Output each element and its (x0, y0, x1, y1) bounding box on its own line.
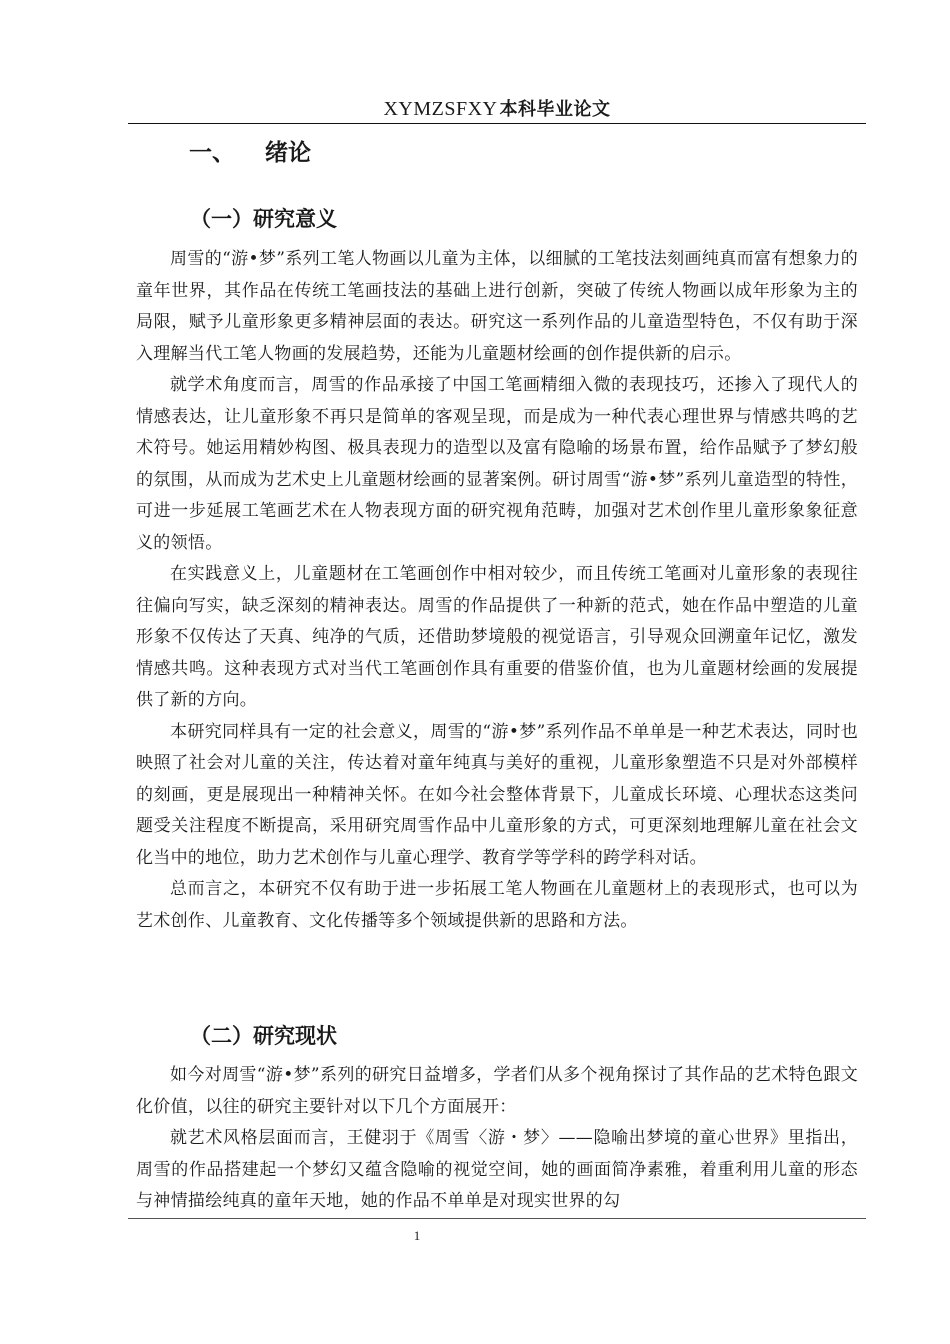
chapter-heading (189, 136, 311, 170)
paragraph: 就艺术风格层面而言，王健羽于《周雪〈游・梦〉——隐喻出梦境的童心世界》里指出，周雪的作品搭建起一个梦幻又蕴含隐喻的视觉空间，她的画面简净素雅，着重利用儿童的形态与神情描绘纯真的童年天地，她的作品不单单是对现实世界的勾 (136, 1128, 858, 1211)
paragraph: 如今对周雪“游•梦”系列的研究日益增多，学者们从多个视角探讨了其作品的艺术特色跟文化价值，以往的研究主要针对以下几个方面展开： (136, 1065, 858, 1117)
paragraph: 总而言之，本研究不仅有助于进一步拓展工笔人物画在儿童题材上的表现形式，也可以为艺术创作、儿童教育、文化传播等多个领域提供新的思路和方法。 (136, 879, 858, 931)
chapter-number: 一、 (189, 140, 235, 166)
chapter-title: 绪论 (265, 140, 311, 166)
header-rule (128, 123, 866, 124)
footer-rule (128, 1218, 866, 1219)
running-header (128, 96, 866, 122)
paragraph: 在实践意义上，儿童题材在工笔画创作中相对较少，而且传统工笔画对儿童形象的表现往往偏向写实，缺乏深刻的精神表达。周雪的作品提供了一种新的范式，她在作品中塑造的儿童形象不仅传达了天真、纯净的气质，还借助梦境般的视觉语言，引导观众回溯童年记忆，激发情感共鸣。这种表现方式对当代工笔画创作具有重要的借鉴价值，也为儿童题材绘画的发展提供了新的方向。 (136, 564, 858, 710)
paragraph: 周雪的“游•梦”系列工笔人物画以儿童为主体，以细腻的工笔技法刻画纯真而富有想象力的童年世界，其作品在传统工笔画技法的基础上进行创新，突破了传统人物画以成年形象为主的局限，赋予儿童形象更多精神层面的表达。研究这一系列作品的儿童造型特色，不仅有助于深入理解当代工笔人物画的发展趋势，还能为儿童题材绘画的创作提供新的启示。 (136, 249, 858, 364)
section-body-status (136, 1060, 858, 1218)
section-body-significance (136, 244, 858, 937)
header-code: XYMZSFXY (383, 98, 498, 120)
paragraph: 就学术角度而言，周雪的作品承接了中国工笔画精细入微的表现技巧，还掺入了现代人的情感表达，让儿童形象不再只是简单的客观呈现，而是成为一种代表心理世界与情感共鸣的艺术符号。她运用精妙构图、极具表现力的造型以及富有隐喻的场景布置，给作品赋予了梦幻般的氛围，从而成为艺术史上儿童题材绘画的显著案例。研讨周雪“游•梦”系列儿童造型的特性，可进一步延展工笔画艺术在人物表现方面的研究视角范畴，加强对艺术创作里儿童形象象征意义的领悟。 (136, 375, 858, 553)
header-title: 本科毕业论文 (499, 99, 611, 120)
section-heading-significance: （一）研究意义 (190, 207, 337, 231)
section-heading-status: （二）研究现状 (190, 1024, 337, 1048)
paragraph: 本研究同样具有一定的社会意义，周雪的“游•梦”系列作品不单单是一种艺术表达，同时也映照了社会对儿童的关注，传达着对童年纯真与美好的重视，儿童形象塑造不只是对外部模样的刻画，更是展现出一种精神关怀。在如今社会整体背景下，儿童成长环境、心理状态这类问题受关注程度不断提高，采用研究周雪作品中儿童形象的方式，可更深刻地理解儿童在社会文化当中的地位，助力艺术创作与儿童心理学、教育学等学科的跨学科对话。 (136, 721, 858, 868)
page-number: 1 (413, 1228, 421, 1243)
